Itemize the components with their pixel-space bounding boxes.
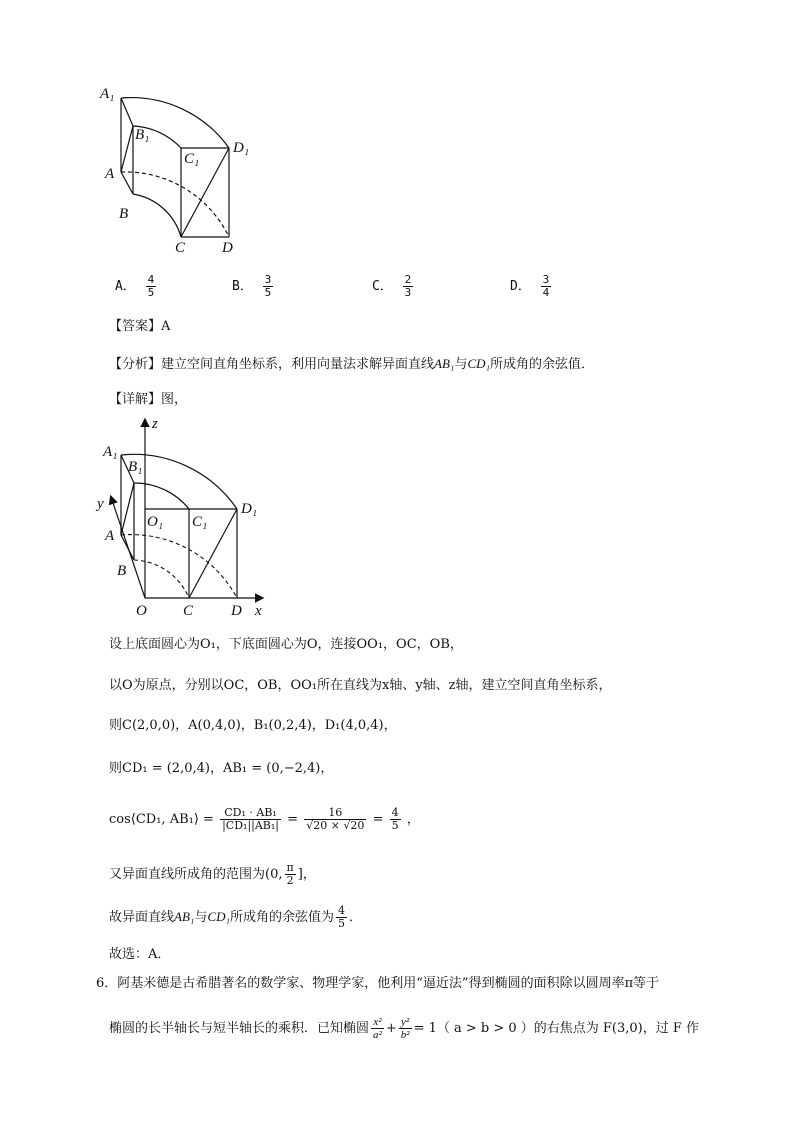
pi-over-2: $\frac{\pi}{2}$ [286,861,294,887]
detail-line [109,391,187,409]
analysis-tag: 【分析】 [109,357,162,372]
answer-line [109,318,170,336]
figure-1 [95,80,265,260]
cos-eq-1: = [287,812,299,827]
fig2-label-c: C [183,603,194,619]
option-c[interactable] [372,274,415,299]
analysis-text-after: 所成角的余弦值． [490,357,595,372]
solution-line-3: 则C(2,0,0)，A(0,4,0)，B₁(0,2,4)，D₁(4,0,4)， [109,718,397,733]
fig1-label-a: A [105,166,115,182]
option-a-letter: A． [115,279,136,294]
solution-line-4: 则CD₁ = (2,0,4)，AB₁ = (0,−2,4)， [109,761,334,776]
fig2-label-b1: B₁ [128,459,143,475]
final-ab1: AB₁ [174,909,195,924]
solution-line-2: 以O为原点，分别以OC，OB，OO₁所在直线为x轴、y轴、z轴，建立空间直角坐标系， [109,678,612,693]
fig2-label-b: B [117,563,127,579]
option-a[interactable] [115,274,158,299]
final-mid: 与 [194,910,208,925]
cos-fraction-1: $\frac{\text{CD₁ · AB₁}}{\text{|CD₁||AB₁|}}$ [222,806,280,832]
final-text-before: 故异面直线 [109,910,175,925]
fig2-label-d: D [231,603,242,619]
cos-fraction-3: $\frac{4}{5}$ [391,806,399,832]
answer-tag: 【答案】 [109,319,162,334]
fig1-label-c1: C₁ [184,151,200,167]
fig1-label-b1: B₁ [135,127,150,143]
option-d-fraction: $\frac{3}{4}$ [542,273,550,299]
final-end: ． [349,910,363,925]
option-b-fraction: $\frac{3}{5}$ [264,273,272,299]
analysis-mid: 与 [454,357,468,372]
option-d[interactable] [510,274,553,299]
fig2-label-c1: C₁ [192,514,208,530]
option-c-letter: C． [372,279,393,294]
option-a-fraction: $\frac{4}{5}$ [147,273,155,299]
range-close: ]， [297,867,316,882]
fig2-label-a1: A₁ [103,444,118,460]
solution-line-8: 故选：A． [109,947,171,962]
fig1-label-d1: D₁ [233,140,250,156]
cos-prefix: cos⟨CD₁, AB₁⟩ = [109,812,214,827]
cos-fraction-2: $\frac{16}{√20 \times √20}$ [306,806,365,832]
cos-eq-2: = [372,812,384,827]
range-open: (0, [265,867,283,882]
analysis-ab1: AB₁ [434,356,455,371]
solution-line-5 [109,800,420,840]
fig1-label-a1: A₁ [100,86,115,102]
option-b-letter: B． [232,279,253,294]
analysis-text-before: 建立空间直角坐标系，利用向量法求解异面直线 [161,357,435,372]
range-text: 又异面直线所成角的范围为 [109,867,266,882]
final-fraction: $\frac{4}{5}$ [338,904,346,930]
solution-line-7 [109,900,362,934]
fig2-label-z: z [152,416,158,432]
final-text-after: 所成角的余弦值为 [230,910,335,925]
fig2-label-a: A [105,528,115,544]
fig2-label-o1: O₁ [147,514,164,530]
option-d-letter: D． [510,279,531,294]
option-c-fraction: $\frac{2}{3}$ [404,273,412,299]
q6-line-2 [109,1012,699,1046]
detail-text: 图， [161,392,188,407]
final-cd1: CD₁ [207,909,231,924]
q6-text-before: 椭圆的长半轴长与短半轴长的乘积．已知椭圆 [109,1021,370,1036]
analysis-line [109,355,594,374]
answer-value: A [161,319,171,334]
q6-line-1: 6．阿基米德是古希腊著名的数学家、物理学家，他利用“逼近法”得到椭圆的面积除以圆周率π等于 [96,976,660,991]
q6-plus: + [385,1021,397,1036]
fig1-label-d: D [222,240,233,256]
cos-suffix: ， [406,812,420,827]
analysis-cd1: CD₁ [467,356,491,371]
solution-line-1: 设上底面圆心为O₁，下底面圆心为O，连接OO₁，OC，OB， [109,637,463,652]
figure-2 [92,412,277,622]
fig1-label-b: B [119,206,129,222]
fig2-label-y: y [97,496,104,512]
fig2-label-d1: D₁ [241,501,258,517]
solution-line-6 [109,858,316,892]
fig2-label-x: x [255,603,262,619]
q6-y-frac: $\frac{\text{y²}}{\text{b²}}$ [400,1016,410,1041]
q6-x-frac: $\frac{\text{x²}}{\text{a²}}$ [373,1016,382,1041]
fig2-label-o: O [136,603,147,619]
detail-tag: 【详解】 [109,392,162,407]
fig1-label-c: C [175,240,186,256]
option-b[interactable] [232,274,275,299]
q6-rest: = 1（ a > b > 0 ）的右焦点为 F(3,0)，过 F 作 [413,1021,700,1036]
